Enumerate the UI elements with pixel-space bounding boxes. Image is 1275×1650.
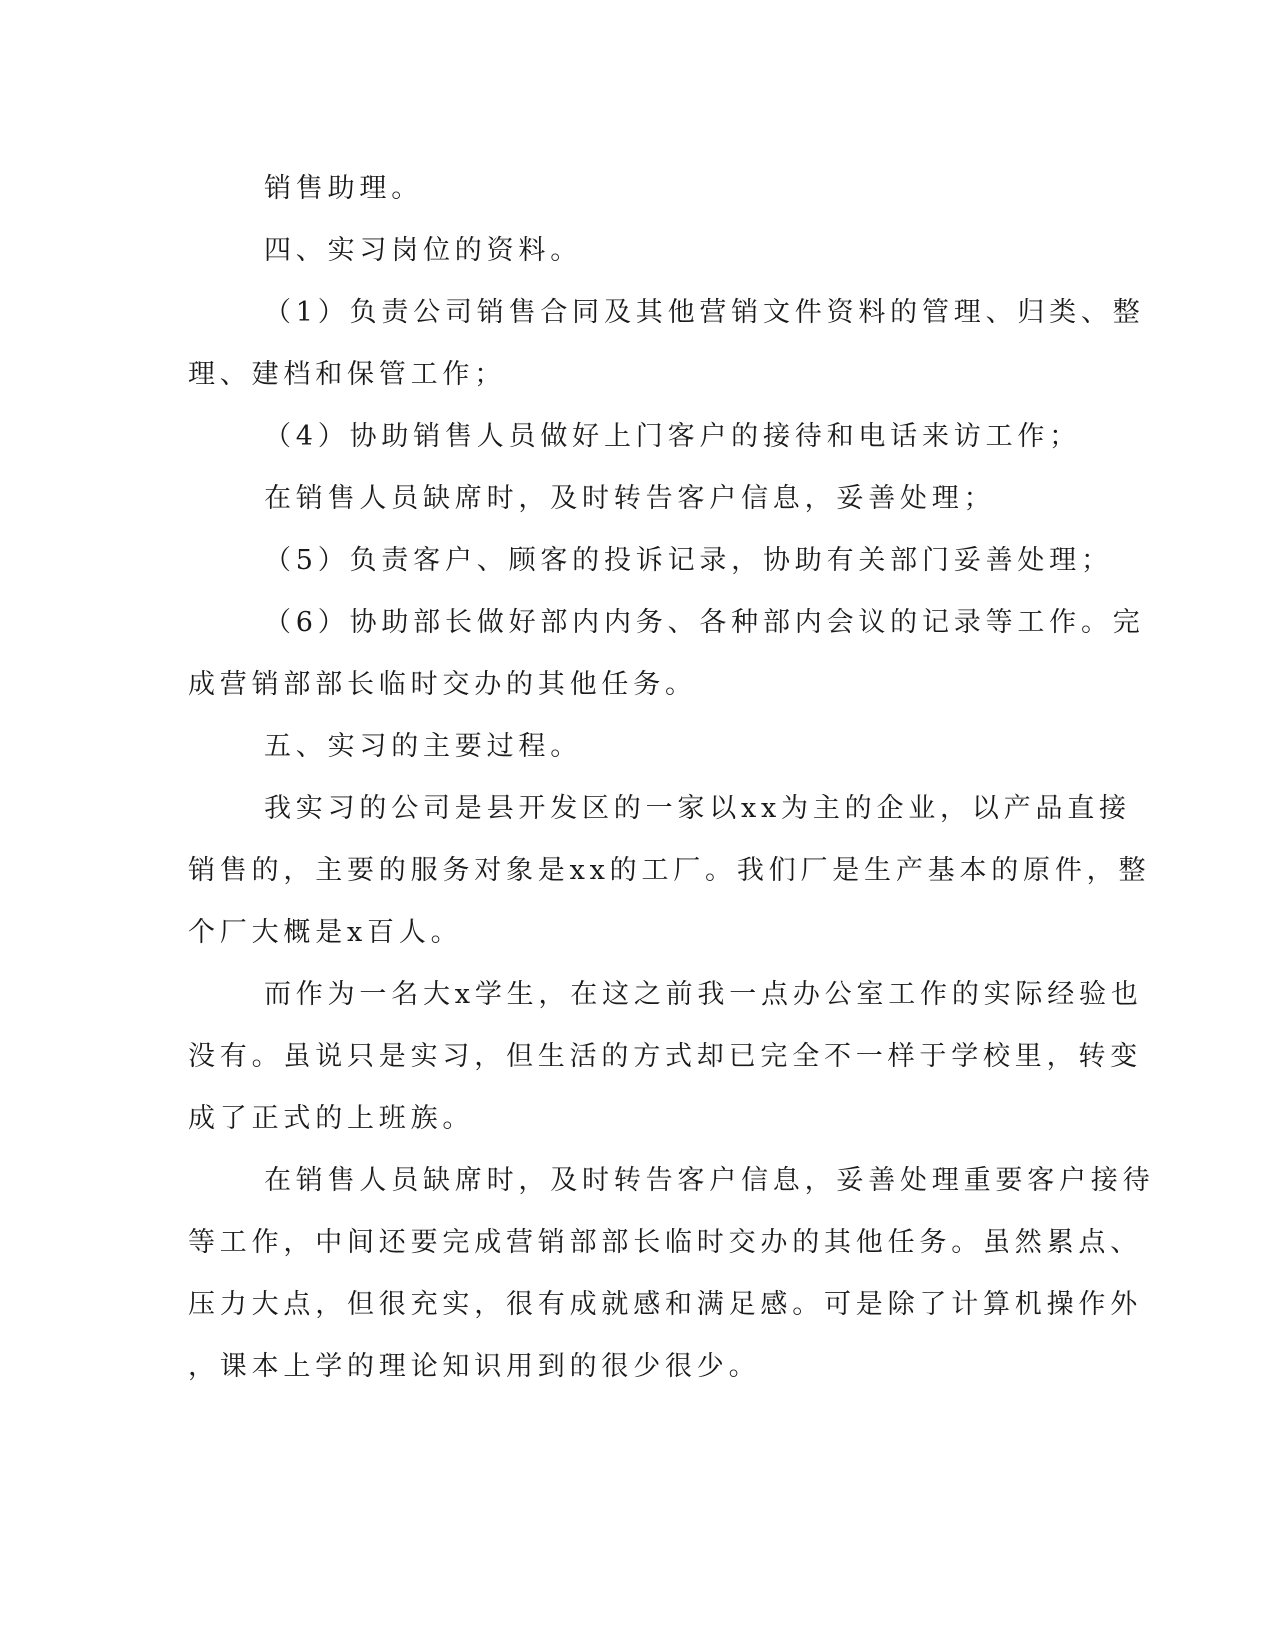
text-line-7: （5）负责客户、顾客的投诉记录，协助有关部门妥善处理； [264, 545, 1113, 576]
section-heading-internship-process: 五、实习的主要过程。 [264, 731, 582, 762]
text-line-6: 在销售人员缺席时，及时转告客户信息，妥善处理； [264, 483, 996, 514]
text-line-4: 理、建档和保管工作； [188, 359, 506, 390]
text-line-15: 没有。虽说只是实习，但生活的方式却已完全不一样于学校里，转变 [188, 1041, 1142, 1072]
text-line-18: 等工作，中间还要完成营销部部长临时交办的其他任务。虽然累点、 [188, 1227, 1142, 1258]
document-body [188, 158, 1155, 1398]
text-line-1: 销售助理。 [264, 173, 423, 204]
text-line-20: ，课本上学的理论知识用到的很少很少。 [188, 1351, 761, 1382]
text-line-19: 压力大点，但很充实，很有成就感和满足感。可是除了计算机操作外 [188, 1289, 1142, 1320]
text-line-3: （1）负责公司销售合同及其他营销文件资料的管理、归类、整 [264, 297, 1145, 328]
text-line-17: 在销售人员缺席时，及时转告客户信息，妥善处理重要客户接待 [264, 1165, 1155, 1196]
text-line-14: 而作为一名大x学生，在这之前我一点办公室工作的实际经验也 [264, 979, 1143, 1010]
text-line-16: 成了正式的上班族。 [188, 1103, 475, 1134]
text-line-11: 我实习的公司是县开发区的一家以xx为主的企业，以产品直接 [264, 793, 1131, 824]
text-line-8: （6）协助部长做好部内内务、各种部内会议的记录等工作。完 [264, 607, 1145, 638]
text-line-5: （4）协助销售人员做好上门客户的接待和电话来访工作； [264, 421, 1081, 452]
text-line-13: 个厂大概是x百人。 [188, 917, 463, 948]
text-line-9: 成营销部部长临时交办的其他任务。 [188, 669, 697, 700]
section-heading-internship-content: 四、实习岗位的资料。 [264, 235, 582, 266]
text-line-12: 销售的，主要的服务对象是xx的工厂。我们厂是生产基本的原件，整 [188, 855, 1151, 886]
